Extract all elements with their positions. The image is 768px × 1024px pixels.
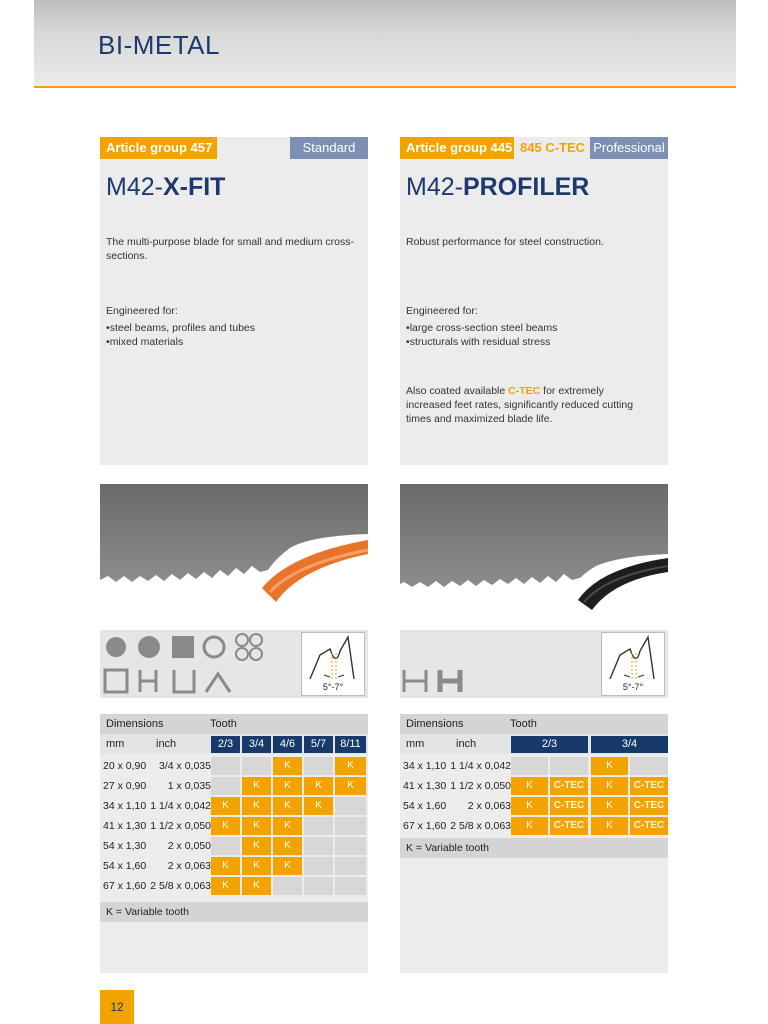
- table-header-row: [400, 714, 668, 734]
- variable-tooth-cell: K: [242, 817, 271, 835]
- product-card-profiler: [400, 137, 668, 465]
- tag-row: [400, 137, 668, 159]
- ctec-cell: C-TEC: [630, 777, 668, 795]
- ctec-note-before: Also coated available: [406, 385, 506, 397]
- empty-cell: [211, 777, 240, 795]
- cell-inch: 1 x 0,035: [167, 780, 211, 792]
- tooth-col-header: 4/6: [273, 736, 302, 753]
- tooth-col-header: 2/3: [211, 736, 240, 753]
- tube-icon: [204, 637, 224, 657]
- table-row: [100, 836, 368, 856]
- product-title-name: X-FIT: [162, 173, 226, 201]
- empty-cell: [304, 837, 333, 855]
- angle-icon: [206, 674, 230, 692]
- table-subheader-row: [400, 734, 668, 754]
- profile-icons-xfit: [100, 630, 368, 698]
- empty-cell: [335, 837, 366, 855]
- variable-tooth-cell: K: [211, 857, 240, 875]
- variable-tooth-cell: K: [591, 757, 628, 775]
- engineered-heading: Engineered for:: [106, 305, 178, 317]
- page-number: 12: [100, 990, 134, 1024]
- tooth-col-header: 3/4: [242, 736, 271, 753]
- cell-inch: 2 x 0,063: [167, 860, 211, 872]
- header-dimensions: Dimensions: [106, 718, 164, 730]
- table-row: [100, 816, 368, 836]
- ctec-cell: C-TEC: [630, 797, 668, 815]
- cell-mm: 54 x 1,60: [103, 860, 147, 872]
- empty-cell: [335, 877, 366, 895]
- variable-tooth-cell: K: [242, 777, 271, 795]
- variable-tooth-cell: K: [273, 757, 302, 775]
- table-subheader-row: [100, 734, 368, 754]
- i-beam-icon: [404, 670, 426, 692]
- variable-tooth-cell: K: [211, 817, 240, 835]
- empty-cell: [335, 817, 366, 835]
- variable-tooth-cell: K: [273, 817, 302, 835]
- cell-inch: 3/4 x 0,035: [159, 760, 211, 772]
- list-item: • steel beams, profiles and tubes: [106, 321, 255, 335]
- cell-mm: 67 x 1,60: [403, 820, 447, 832]
- cell-mm: 41 x 1,30: [103, 820, 147, 832]
- ctec-tag: 845 C-TEC: [520, 140, 586, 155]
- empty-cell: [511, 757, 548, 775]
- ctec-note-brand: C-TEC: [508, 385, 541, 397]
- square-tube-icon: [105, 670, 127, 692]
- variable-tooth-cell: K: [591, 817, 628, 835]
- empty-cell: [304, 757, 333, 775]
- ctec-note-after: for extremely increased feet rates, significantly reduced cutting times and maximized blade life.: [406, 385, 634, 425]
- product-card-xfit: [100, 137, 368, 465]
- dimensions-table-xfit: [100, 714, 368, 973]
- variable-tooth-cell: K: [335, 777, 366, 795]
- table-row: [100, 876, 368, 896]
- variable-tooth-cell: K: [242, 877, 271, 895]
- article-group-tag: Article group 457: [100, 137, 217, 159]
- engineered-list: [406, 321, 557, 349]
- variable-tooth-cell: K: [511, 817, 548, 835]
- variable-tooth-cell: K: [591, 777, 628, 795]
- variable-tooth-cell: K: [273, 797, 302, 815]
- tooth-col-header: 3/4: [591, 736, 668, 753]
- tooth-angle-label: 5°-7°: [322, 682, 344, 692]
- variable-tooth-cell: K: [273, 837, 302, 855]
- ctec-cell: C-TEC: [550, 777, 588, 795]
- cell-inch: 2 x 0,063: [467, 800, 511, 812]
- solid-round-icon: [106, 637, 126, 657]
- variable-tooth-cell: K: [211, 877, 240, 895]
- cell-inch: 2 5/8 x 0,063: [150, 880, 211, 892]
- blade-photo-profiler: [400, 484, 668, 630]
- cell-mm: 27 x 0,90: [103, 780, 147, 792]
- variable-tooth-cell: K: [242, 837, 271, 855]
- bundle-icon: [236, 634, 262, 660]
- empty-cell: [273, 877, 302, 895]
- ctec-note: [406, 384, 646, 426]
- header-tooth: Tooth: [510, 718, 537, 730]
- variable-tooth-cell: K: [273, 777, 302, 795]
- blade-photo-xfit: [100, 484, 368, 630]
- table-row: [400, 816, 668, 836]
- footnote-text: K = Variable tooth: [406, 842, 489, 854]
- engineered-list: [106, 321, 255, 349]
- empty-cell: [304, 857, 333, 875]
- channel-icon: [174, 670, 194, 692]
- empty-cell: [211, 757, 240, 775]
- product-title-prefix: M42-: [406, 173, 463, 201]
- header-band: [34, 0, 736, 88]
- table-row: [400, 776, 668, 796]
- empty-cell: [335, 857, 366, 875]
- variable-tooth-cell: K: [335, 757, 366, 775]
- cell-mm: 54 x 1,60: [403, 800, 447, 812]
- level-tag: Professional: [590, 137, 668, 159]
- cell-inch: 1 1/4 x 0,042: [150, 800, 211, 812]
- profile-icons-profiler: [400, 630, 668, 698]
- header-tooth: Tooth: [210, 718, 237, 730]
- empty-cell: [335, 797, 366, 815]
- ctec-cell: C-TEC: [550, 797, 588, 815]
- variable-tooth-cell: K: [304, 777, 333, 795]
- cell-inch: 2 5/8 x 0,063: [450, 820, 511, 832]
- variable-tooth-cell: K: [273, 857, 302, 875]
- table-row: [400, 756, 668, 776]
- cell-inch: 2 x 0,050: [167, 840, 211, 852]
- page-title: BI-METAL: [98, 30, 220, 60]
- product-description: The multi-purpose blade for small and medium cross-sections.: [106, 236, 355, 262]
- article-group-tag: Article group 445: [400, 137, 514, 159]
- cell-inch: 1 1/4 x 0,042: [450, 760, 511, 772]
- table-row: [100, 756, 368, 776]
- header-inch: inch: [456, 738, 477, 750]
- list-item: • structurals with residual stress: [406, 335, 557, 349]
- list-item: • large cross-section steel beams: [406, 321, 557, 335]
- table-footnote: [100, 902, 368, 922]
- table-row: [100, 776, 368, 796]
- empty-cell: [304, 817, 333, 835]
- variable-tooth-cell: K: [511, 797, 548, 815]
- solid-round-large-icon: [138, 636, 160, 658]
- ctec-cell: C-TEC: [550, 817, 588, 835]
- tag-row: [100, 137, 368, 159]
- tooth-angle-diagram: [301, 632, 365, 696]
- empty-cell: [550, 757, 588, 775]
- empty-cell: [630, 757, 668, 775]
- tooth-angle-label: 5°-7°: [622, 682, 644, 692]
- h-beam-heavy-icon: [440, 670, 460, 692]
- empty-cell: [211, 837, 240, 855]
- header-mm: mm: [106, 738, 125, 750]
- cell-mm: 34 x 1,10: [403, 760, 447, 772]
- variable-tooth-cell: K: [591, 797, 628, 815]
- solid-square-icon: [172, 636, 194, 658]
- level-tag: Standard: [290, 137, 368, 159]
- product-title-prefix: M42-: [106, 173, 163, 201]
- header-mm: mm: [406, 738, 425, 750]
- variable-tooth-cell: K: [304, 797, 333, 815]
- cell-inch: 1 1/2 x 0,050: [150, 820, 211, 832]
- table-row: [400, 796, 668, 816]
- cell-mm: 20 x 0,90: [103, 760, 147, 772]
- cell-mm: 54 x 1,30: [103, 840, 147, 852]
- table-row: [100, 796, 368, 816]
- product-title: [406, 173, 589, 202]
- footnote-text: K = Variable tooth: [106, 906, 189, 918]
- table-header-row: [100, 714, 368, 734]
- cell-mm: 67 x 1,60: [103, 880, 147, 892]
- empty-cell: [242, 757, 271, 775]
- ctec-cell: C-TEC: [630, 817, 668, 835]
- table-footnote: [400, 838, 668, 858]
- tooth-col-header: 8/11: [335, 736, 366, 753]
- variable-tooth-cell: K: [242, 797, 271, 815]
- list-item: • mixed materials: [106, 335, 255, 349]
- h-beam-icon: [140, 670, 156, 692]
- tooth-angle-diagram: [601, 632, 665, 696]
- engineered-heading: Engineered for:: [406, 305, 478, 317]
- tooth-col-header: 5/7: [304, 736, 333, 753]
- cell-mm: 41 x 1,30: [403, 780, 447, 792]
- empty-cell: [304, 877, 333, 895]
- cell-inch: 1 1/2 x 0,050: [450, 780, 511, 792]
- product-title-name: PROFILER: [462, 173, 590, 201]
- variable-tooth-cell: K: [511, 777, 548, 795]
- tooth-col-header: 2/3: [511, 736, 588, 753]
- cell-mm: 34 x 1,10: [103, 800, 147, 812]
- product-title: [106, 173, 225, 202]
- variable-tooth-cell: K: [242, 857, 271, 875]
- dimensions-table-profiler: [400, 714, 668, 973]
- header-inch: inch: [156, 738, 177, 750]
- variable-tooth-cell: K: [211, 797, 240, 815]
- product-description: Robust performance for steel construction.: [406, 236, 604, 248]
- header-dimensions: Dimensions: [406, 718, 464, 730]
- table-row: [100, 856, 368, 876]
